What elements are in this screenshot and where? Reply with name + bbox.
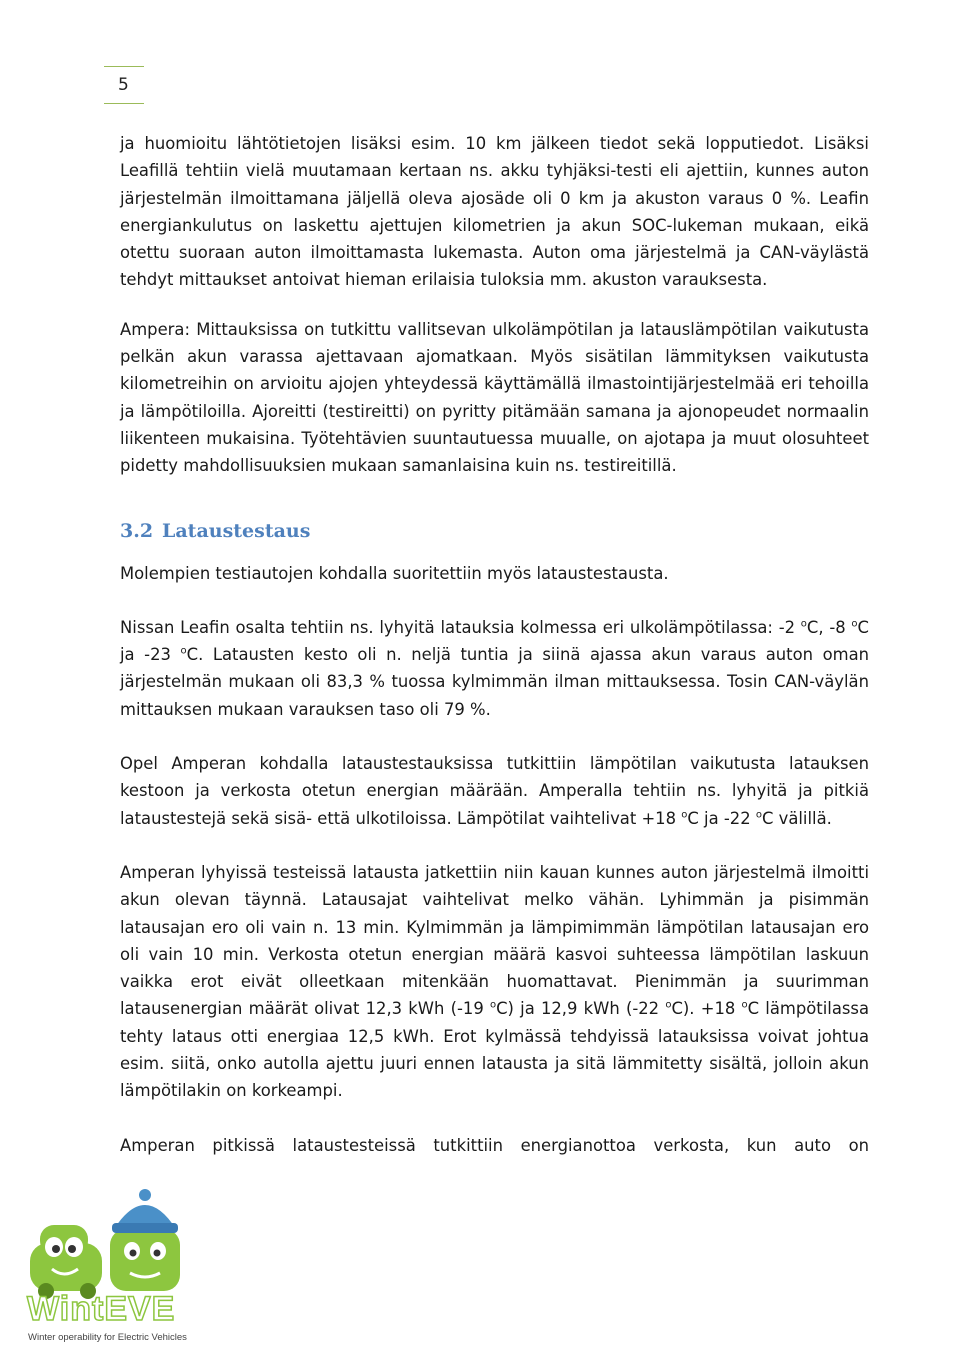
- paragraph-leaf-measurements: ja huomioitu lähtötietojen lisäksi esim. 10 km jälkeen tiedot sekä lopputiedot. Lisäksi Leafillä tehtiin vielä muutamaan kertaan ns. akku tyhjäksi-testi eli ajettiin, kunnes auton järjestelmän ilmoittamana jäljellä oleva ajosäde oli 0 km ja akuston varaus 0 %. Leafin energiankulutus on laskettu ajettujen kilometrien ja akun SOC-lukeman mukaan, eikä otettu suoraan auton ilmoittamasta lukemasta. Auton oma järjestelmä ja CAN-väylästä tehdyt mittaukset antoivat hieman erilaisia tuloksia mm. akuston varauksesta.: [120, 134, 869, 290]
- logo-wordmark: WintEVE: [27, 1290, 176, 1328]
- paragraph-nissan: Nissan Leafin osalta tehtiin ns. lyhyitä latauksia kolmessa eri ulkolämpötilassa: -2 $^o$C, -8 $^o$C ja -23 $^o$C. Latausten kesto oli n. neljä tuntia ja siinä ajassa akun varaus auton oman järjestelmän mukaan oli 83,3 % tuossa kylmimmän ilman mittauksessa. Tosin CAN-väylän mittauksen mukaan varauksen taso oli 79 %.: [120, 617, 869, 719]
- car-beanie-mascot-icon: [110, 1189, 180, 1291]
- paragraph-short-tests: Amperan lyhyissä testeissä latausta jatkettiin niin kauan kunnes auton järjestelmä ilmoitti akun olevan täynnä. Latausajat vaihtelivat melko vähän. Lyhimmän ja pisimmän latausajan ero oli vain n. 13 min. Kylmimmän ja lämpimimmän lämpötilan latausajan ero oli vain 10 min. Verkosta otetun energian määrä kasvoi suhteessa lämpötilan laskuun vaikka erot eivät olleetkaan mitenkään huomattavat. Pienimmän ja suurimman latausenergian määrät olivat 12,3 kWh (-19 $^o$C) ja 12,9 kWh (-22 $^o$C). +18 $^o$C lämpötilassa tehty lataus otti energiaa 12,5 kWh. Erot kylmässä tehdyissä latauksissa voivat johtua esim. siitä, onko autolla ajettu juuri ennen latausta ja sitä lämmitetty sisältä, jolloin akun lämpötilakin on korkeampi.: [120, 862, 869, 1101]
- section-title: Lataustestaus: [162, 519, 311, 542]
- page-number: [104, 66, 144, 104]
- logo-tagline: Winter operability for Electric Vehicles: [28, 1332, 187, 1343]
- paragraph-long-tests: Amperan pitkissä lataustesteissä tutkittiin energianottoa verkosta, kun auto on: [120, 1135, 869, 1155]
- section-number: 3.2: [120, 519, 154, 542]
- document-body: [120, 130, 869, 1159]
- car-mascot-icon: [30, 1225, 102, 1299]
- page-number-text: 5: [118, 75, 129, 95]
- section-heading: [120, 518, 869, 544]
- paragraph-ampera-measurements: Ampera: Mittauksissa on tutkittu vallitsevan ulkolämpötilan ja latauslämpötilan vaikutusta pelkän akun varassa ajettavaan ajomatkaan. Myös sisätilan lämmityksen vaikutusta kilometreihin on arvioitu ajojen yhteydessä käyttämällä ilmastointijärjestelmää eri tehoilla ja lämpötiloilla. Ajoreitti (testireitti) on pyritty pitämään samana ja ajonopeudet normaalin liikenteen mukaisina. Työtehtävien suuntautuessa muualle, on ajotapa ja muut olosuhteet pidetty mahdollisuuksien mukaan samanlaisina kuin ns. testireitillä.: [120, 319, 869, 476]
- paragraph-intro: Molempien testiautojen kohdalla suoritettiin myös lataustestausta.: [120, 563, 669, 583]
- paragraph-opel: Opel Amperan kohdalla lataustestauksissa tutkittiin lämpötilan vaikutusta latauksen kestoon ja verkosta otetun energian määrään. Amperalla tehtiin ns. lyhyitä ja pitkiä lataustestejä sekä sisä- että ulkotiloissa. Lämpötilat vaihtelivat +18 $^o$C ja -22 $^o$C välillä.: [120, 754, 869, 828]
